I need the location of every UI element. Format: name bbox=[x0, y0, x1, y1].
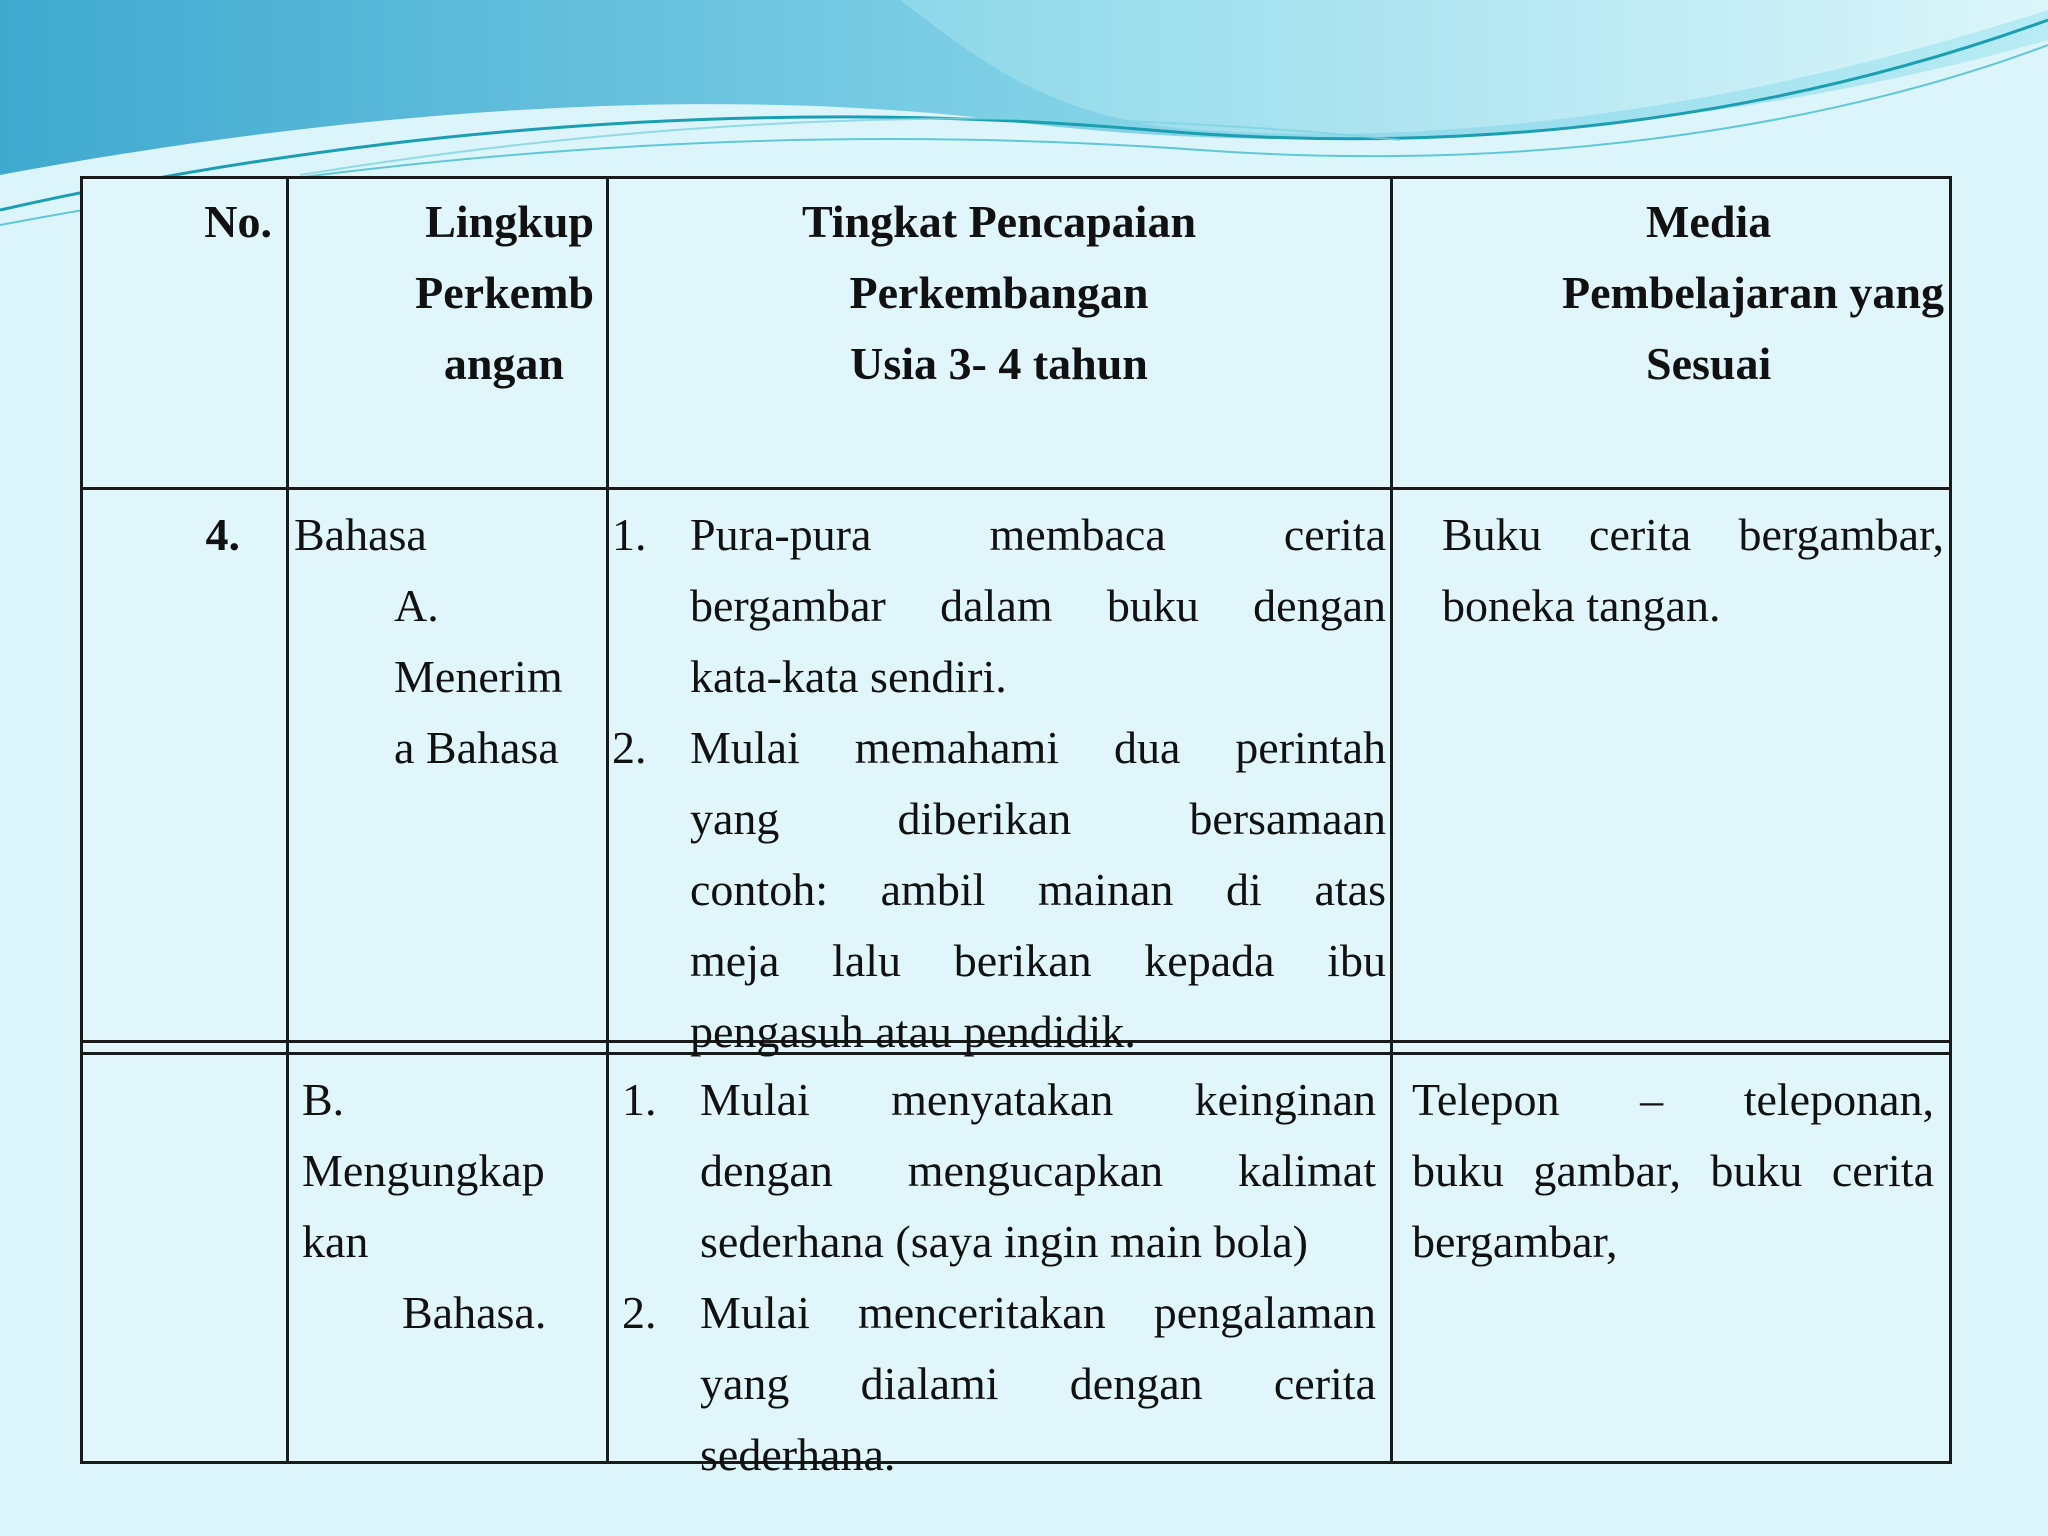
column-divider bbox=[286, 176, 289, 1464]
list-item: 1. Mulai menyatakan keinginan dengan mengucapkan kalimat sederhana (saya ingin main bola) bbox=[622, 1074, 1376, 1267]
column-divider bbox=[1390, 176, 1393, 1464]
tingkat-list-row2 bbox=[622, 1064, 1376, 1490]
lingkup-mengungkapkan: B. Mengungkap kan Bahasa. bbox=[302, 1074, 547, 1338]
tingkat-list-row1 bbox=[612, 499, 1386, 1067]
media-row2: Telepon – teleponan, buku gambar, buku cerita bergambar, bbox=[1412, 1074, 1934, 1267]
media-row1: Buku cerita bergambar, boneka tangan. bbox=[1442, 509, 1944, 631]
list-item: 2. Mulai memahami dua perintah yang diberikan bersamaan contoh: ambil mainan di atas meja lalu berikan kepada ibu pengasuh atau pendidik. bbox=[612, 722, 1386, 1057]
header-lingkup: Lingkup Perkemb angan bbox=[415, 196, 594, 389]
header-media: Media Pembelajaran yang Sesuai bbox=[1561, 196, 1944, 389]
row-divider bbox=[80, 487, 1952, 490]
header-no: No. bbox=[204, 196, 272, 247]
table-border-top bbox=[80, 176, 1952, 179]
list-item: 1. Pura-pura membaca cerita bergambar dalam buku dengan kata-kata sendiri. bbox=[612, 509, 1386, 702]
column-divider bbox=[606, 176, 609, 1464]
lingkup-bahasa: Bahasa A. Menerim a Bahasa bbox=[294, 509, 563, 773]
header-tingkat-pencapaian: Tingkat Pencapaian Perkembangan Usia 3- 4 tahun bbox=[801, 196, 1197, 389]
development-table bbox=[80, 176, 1952, 1480]
table-border-right bbox=[1949, 176, 1952, 1464]
table-border-left bbox=[80, 176, 83, 1464]
list-item: 2. Mulai menceritakan pengalaman yang dialami dengan cerita sederhana. bbox=[622, 1287, 1376, 1480]
row-number: 4. bbox=[205, 509, 240, 560]
